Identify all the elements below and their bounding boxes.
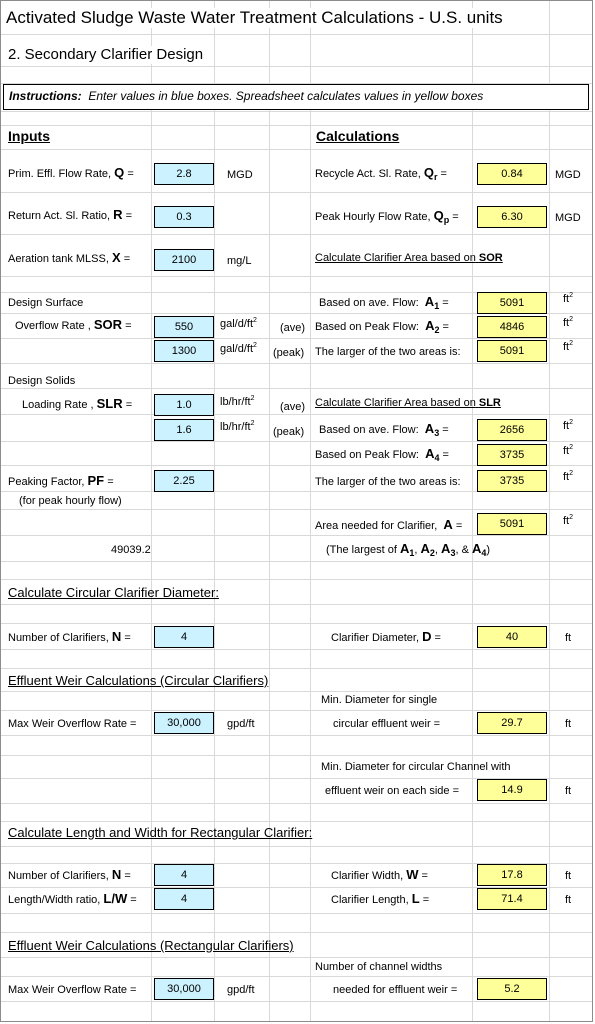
grid-row-line (1, 735, 592, 736)
sor-larger-unit: $ft^2$ (563, 340, 574, 353)
lw-ratio-input[interactable]: 4 (154, 888, 214, 910)
sor-peak-unit: gal/$d/ft^2$ (220, 342, 257, 355)
grid-row-line (1, 623, 592, 624)
flow-rate-input[interactable]: 2.8 (154, 163, 214, 185)
weir-rectangular-header: Effluent Weir Calculations (Rectangular Clarifiers) (8, 938, 294, 953)
recycle-rate-label: Recycle Act. Sl. Rate, $Q_r$ = (315, 165, 447, 182)
grid-row-line (1, 913, 592, 914)
circular-number-label: Number of Clarifiers, N = (8, 629, 131, 644)
length-unit: ft (565, 894, 572, 906)
grid-row-line (1, 821, 592, 822)
channel-weir-label-line2: effluent weir on each side = (325, 785, 460, 797)
peaking-factor-label: Peaking Factor, PF = (8, 473, 114, 488)
grid-row-line (1, 441, 592, 442)
peaking-factor-note: (for peak hourly flow) (19, 495, 122, 507)
grid-row-line (1, 66, 592, 67)
circ-max-weir-input[interactable]: 30,000 (154, 712, 214, 734)
grid-row-line (1, 388, 592, 389)
sor-peak-tag: (peak) (273, 347, 305, 359)
slr-larger-label: The larger of the two areas is: (315, 476, 461, 488)
slr-ave-unit: $lb/hr/ft^2$ (220, 395, 255, 408)
stray-value: 49039.2 (111, 544, 151, 556)
channel-weir-label-line1: Min. Diameter for circular Channel with (321, 761, 511, 773)
grid-row-line (1, 234, 592, 235)
slr-peak-tag: (peak) (273, 426, 305, 438)
a3-label: Based on ave. Flow: $A_3$ = (319, 421, 449, 438)
a3-unit: $ft^2$ (563, 419, 574, 432)
return-ratio-input[interactable]: 0.3 (154, 206, 214, 228)
peaking-factor-input[interactable]: 2.25 (154, 470, 214, 492)
sheet-title: Activated Sludge Waste Water Treatment Calculations - U.S. units (6, 8, 507, 28)
grid-row-line (1, 932, 592, 933)
peak-flow-output: 6.30 (477, 206, 547, 228)
grid-column-line (472, 1, 473, 1021)
length-output: 71.4 (477, 888, 547, 910)
instructions-text: Enter values in blue boxes. Spreadsheet calculates values in yellow boxes (88, 89, 484, 103)
single-weir-label-line1: Min. Diameter for single (321, 694, 438, 706)
lw-ratio-label: Length/Width ratio, L/W = (8, 891, 137, 906)
rect-number-input[interactable]: 4 (154, 864, 214, 886)
grid-row-line (1, 414, 592, 415)
instructions-label: Instructions: (9, 89, 82, 103)
recycle-rate-output: 0.84 (477, 163, 547, 185)
channel-weir-output: 14.9 (477, 779, 547, 801)
grid-row-line (1, 803, 592, 804)
sor-larger-label: The larger of the two areas is: (315, 346, 461, 358)
mlss-input[interactable]: 2100 (154, 249, 214, 271)
grid-column-line (151, 1, 152, 1021)
a3-output: 2656 (477, 419, 547, 441)
channel-widths-label-line2: needed for effluent weir = (333, 984, 458, 996)
grid-column-line (310, 1, 311, 1021)
sor-ave-input[interactable]: 550 (154, 316, 214, 338)
mlss-label: Aeration tank MLSS, X = (8, 250, 131, 265)
diameter-unit: ft (565, 632, 572, 644)
sor-larger-output: 5091 (477, 340, 547, 362)
grid-row-line (1, 125, 592, 126)
slr-peak-input[interactable]: 1.6 (154, 419, 214, 441)
sor-label: Overflow Rate , SOR = (15, 317, 132, 332)
calculations-header: Calculations (316, 128, 400, 144)
sheet-subtitle: 2. Secondary Clarifier Design (8, 46, 207, 64)
grid-row-line (1, 846, 592, 847)
grid-row-line (1, 1001, 592, 1002)
rect-max-weir-input[interactable]: 30,000 (154, 978, 214, 1000)
slr-ave-input[interactable]: 1.0 (154, 394, 214, 416)
width-output: 17.8 (477, 864, 547, 886)
grid-column-line (214, 1, 215, 1021)
a1-label: Based on ave. Flow: $A_1$ = (319, 294, 449, 311)
grid-column-line (549, 1, 550, 1021)
channel-widths-label-line1: Number of channel widths (315, 961, 443, 973)
rect-max-weir-unit: gpd/ft (227, 984, 255, 996)
a2-unit: $ft^2$ (563, 316, 574, 329)
flow-rate-label: Prim. Effl. Flow Rate, Q = (8, 165, 134, 180)
length-label: Clarifier Length, L = (331, 891, 430, 906)
circular-diameter-header: Calculate Circular Clarifier Diameter: (8, 585, 219, 600)
return-ratio-label: Return Act. Sl. Ratio, R = (8, 207, 133, 222)
circular-number-input[interactable]: 4 (154, 626, 214, 648)
grid-row-line (1, 111, 592, 112)
slr-label: Loading Rate , SLR = (22, 396, 133, 411)
diameter-label: Clarifier Diameter, D = (331, 629, 441, 644)
circ-max-weir-unit: gpd/ft (227, 718, 255, 730)
peak-flow-unit: MGD (555, 212, 581, 224)
a2-output: 4846 (477, 316, 547, 338)
rect-number-label: Number of Clarifiers, N = (8, 867, 131, 882)
recycle-rate-unit: MGD (555, 169, 581, 181)
grid-row-line (1, 649, 592, 650)
slr-area-header: Calculate Clarifier Area based on SLR (315, 397, 501, 409)
a1-output: 5091 (477, 292, 547, 314)
a2-label: Based on Peak Flow: $A_2$ = (315, 318, 449, 335)
single-weir-label-line2: circular effluent weir = (333, 718, 441, 730)
sor-label-line1: Design Surface (8, 297, 84, 309)
grid-row-line (1, 509, 592, 510)
grid-row-line (1, 957, 592, 958)
grid-row-line (1, 192, 592, 193)
slr-label-line1: Design Solids (8, 375, 76, 387)
a4-label: Based on Peak Flow: $A_4$ = (315, 446, 449, 463)
slr-larger-output: 3735 (477, 470, 547, 492)
grid-row-line (1, 276, 592, 277)
grid-row-line (1, 604, 592, 605)
width-label: Clarifier Width, W = (331, 867, 428, 882)
sor-ave-tag: (ave) (280, 322, 306, 334)
mlss-unit: mg/L (227, 255, 252, 267)
sor-ave-unit: gal/$d/ft^2$ (220, 317, 257, 330)
instructions-box (3, 84, 589, 110)
grid-row-line (1, 579, 592, 580)
grid-row-line (1, 755, 592, 756)
single-weir-output: 29.7 (477, 712, 547, 734)
sor-area-header: Calculate Clarifier Area based on SOR (315, 252, 503, 264)
circ-max-weir-label: Max Weir Overflow Rate = (8, 718, 137, 730)
weir-circular-header: Effluent Weir Calculations (Circular Clarifiers) (8, 673, 269, 688)
grid-row-line (1, 149, 592, 150)
width-unit: ft (565, 870, 572, 882)
grid-column-line (269, 1, 270, 1021)
area-needed-label: Area needed for Clarifier, A = (315, 517, 463, 532)
rect-max-weir-label: Max Weir Overflow Rate = (8, 984, 137, 996)
channel-widths-output: 5.2 (477, 978, 547, 1000)
slr-peak-unit: $lb/hr/ft^2$ (220, 420, 255, 433)
a1-unit: $ft^2$ (563, 292, 574, 305)
a4-output: 3735 (477, 444, 547, 466)
slr-larger-unit: $ft^2$ (563, 470, 574, 483)
single-weir-unit: ft (565, 718, 572, 730)
diameter-output: 40 (477, 626, 547, 648)
grid-row-line (1, 691, 592, 692)
grid-row-line (1, 363, 592, 364)
flow-rate-unit: MGD (227, 169, 253, 181)
slr-ave-tag: (ave) (280, 401, 306, 413)
grid-row-line (1, 668, 592, 669)
grid-row-line (1, 976, 592, 977)
grid-row-line (1, 338, 592, 339)
largest-area-note: (The largest of $A_1$, $A_2$, $A_3$, & $A_4$) (326, 541, 491, 558)
grid-row-line (1, 34, 592, 35)
a4-unit: $ft^2$ (563, 444, 574, 457)
grid-row-line (1, 561, 592, 562)
inputs-header: Inputs (8, 128, 50, 144)
area-needed-unit: $ft^2$ (563, 514, 574, 527)
channel-weir-unit: ft (565, 785, 572, 797)
rectangular-header: Calculate Length and Width for Rectangular Clarifier: (8, 825, 313, 840)
grid-row-line (1, 535, 592, 536)
sor-peak-input[interactable]: 1300 (154, 340, 214, 362)
peak-flow-label: Peak Hourly Flow Rate, $Q_p$ = (315, 208, 459, 225)
grid-row-line (1, 710, 592, 711)
area-needed-output: 5091 (477, 513, 547, 535)
